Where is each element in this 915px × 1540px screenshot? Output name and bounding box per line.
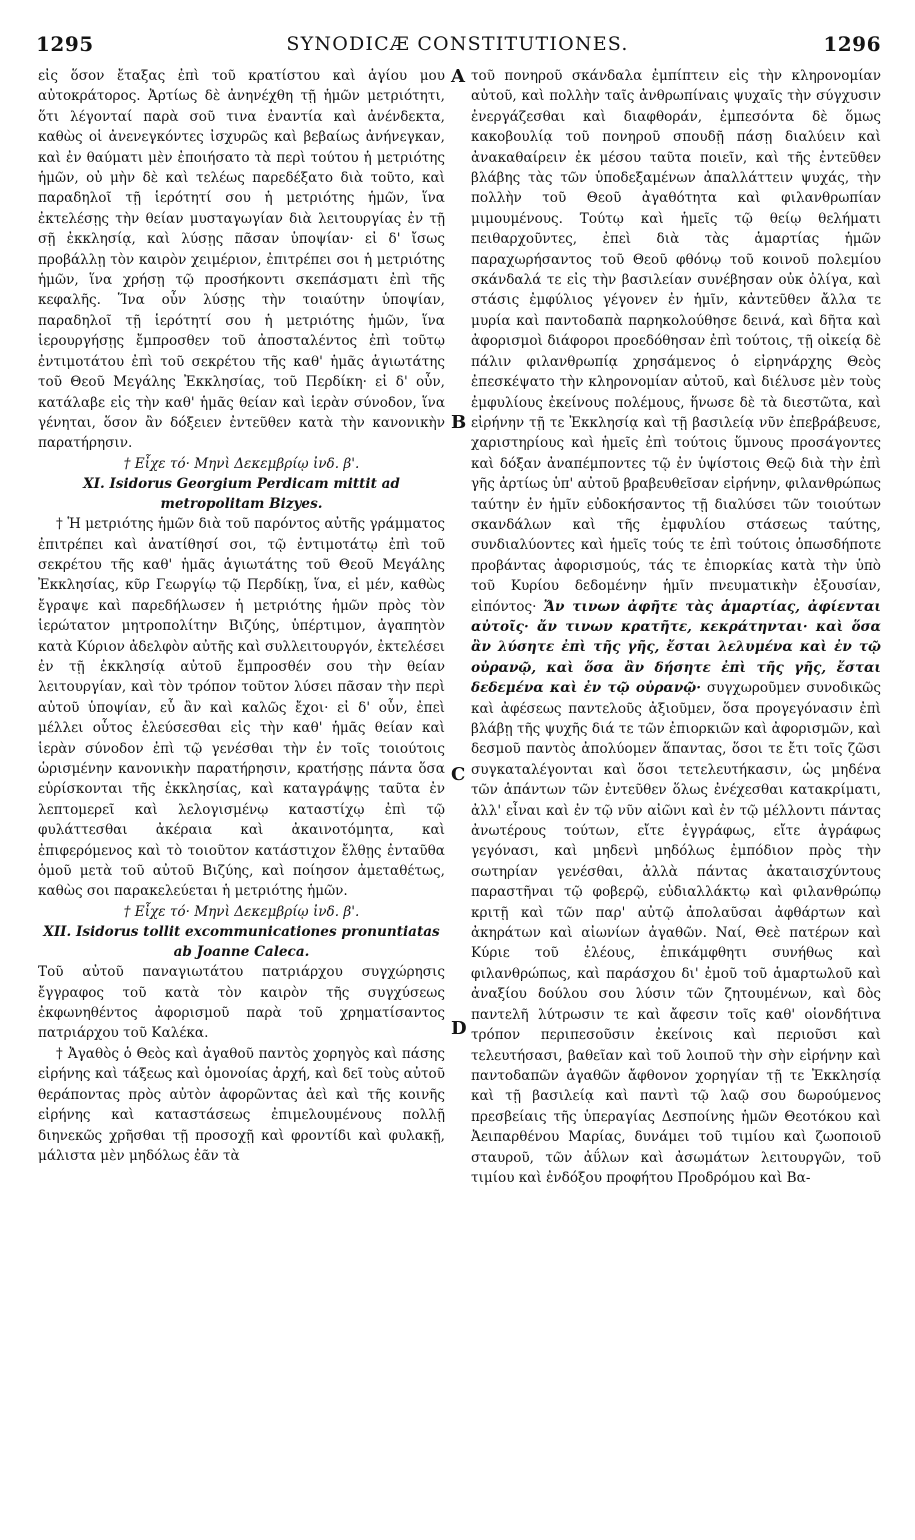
section-12-title: XII. Isidorus tollit excommunicationes pronuntiatas ab Joanne Caleca. bbox=[43, 924, 440, 961]
right-text-1-body: τοῦ πονηροῦ σκάνδαλα ἐμπίπτειν εἰς τὴν κληρονομίαν αὐτοῦ, καὶ πολλὴν ταῖς ἀνθρωπίναις ψυχαῖς τὴν σύγχυσιν ἐνεργάζεσθαι καὶ διαφθοράν, ἐμπεσόντα δὲ ὅμως κακοβουλίᾳ τοῦ πονηροῦ σπουδῇ πάσῃ διαλύειν καὶ ἀνακαθαίρειν ἐκ μέσου ταῦτα ποιεῖν, καὶ τῆς ἐντεῦθεν βλάβης τὰς τῶν ὑποδεξαμένων ἀπαλλάττειν ψυχάς, τὴν πολλὴν τοῦ Θεοῦ ἀγαθότητα καὶ φιλανθρωπίαν μιμουμένους. Τούτῳ καὶ ἡμεῖς τῷ θείῳ θελήματι πειθαρχοῦντες, ἐπεὶ διὰ τὰς ἁμαρτίας ἡμῶν παραχωρήσαντος τοῦ Θεοῦ φθόνῳ τοῦ κοινοῦ πολεμίου σκάνδαλά τε εἰς τὴν βασιλείαν συνέβησαν οὐκ ὀλίγα, καὶ στάσις ἐμφύλιος γέγονεν ἐν ἡμῖν, κἀντεῦθεν ἄλλα τε μυρία καὶ παντοδαπὰ παρηκολούθησε δεινά, καὶ δῆτα καὶ ἀφορισμοὶ διάφοροι προεδόθησαν ἐπὶ τούτοις, τῇ οἰκείᾳ δὲ πάλιν φιλανθρωπίᾳ χρησάμενος ὁ εἰρηνάρχης Θεὸς ἐπεσκέψατο τὴν κληρονομίαν αὐτοῦ, καὶ διέλυσε μὲν τοὺς ἐμφυλίους ἐκείνους πολέμους, ἥνωσε δὲ τὰ διεστῶτα, καὶ εἰρήνην τῇ τε Ἐκκλησίᾳ καὶ τῇ βασιλείᾳ νῦν ἐπεβράβευσε, χαριστηρίους καὶ ἡμεῖς ἐπὶ τούτοις ὕμνους προσάγοντες καὶ δόξαν ἀναπέμποντες τῷ ἐν ὑψίστοις Θεῷ διὰ τὴν ἐπὶ γῆς ἀρτίως ὑπ' αὐτοῦ βραβευθεῖσαν εἰρήνην, φιλανθρώπως ταύτην ἐν ἡμῖν εὐδοκήσαντος τῇ διαλύσει τῶν τοιούτων σκανδάλων καὶ τῆς ἐμφυλίου στάσεως ταύτης, συνδιαλύοντες καὶ ἡμεῖς τούς τε ἐπὶ τούτοις ὁπωσδήποτε προβάντας ἀφορισμούς, τάς τε ἐπιορκίας κατὰ τὴν ὑπὸ τοῦ Κυρίου δεδομένην ἡμῖν πνευματικὴν ἐξουσίαν, εἰπόντος· bbox=[471, 68, 881, 615]
right-column bbox=[471, 66, 881, 1188]
page-number-right: 1296 bbox=[823, 32, 881, 56]
margin-letter-d: D bbox=[451, 1018, 467, 1039]
margin-letter-b: B bbox=[451, 412, 467, 433]
section-11-title: XI. Isidorus Georgium Perdicam mittit ad metropolitam Bizyes. bbox=[83, 476, 400, 513]
opening-text: εἰς ὅσον ἔταξας ἐπὶ τοῦ κρατίστου καὶ ἁγίου μου αὐτοκράτορος. Ἀρτίως δὲ ἀνηνέχθη τῇ ἡμῶν μετριότητι, ὅτι λέγονταί παρὰ σοῦ τινα ἐναντία καὶ ἀνένδεκτα, καθὼς οἱ ἀνενεγκόντες ἰσχυρῶς καὶ βεβαίως ἀνήνεγκαν, καὶ ἐν θαύματι μὲν ἐποιήσατο τὰ περὶ τούτου ἡ μετριότης ἡμῶν, οὐ μὴν δὲ καὶ τελέως παρεδέξατο διὰ τοῦτο, καὶ παραδηλοῖ τῇ ἱερότητί σου ἡ μετριότης ἡμῶν, ἵνα ἐκτελέσῃς τὴν θείαν μυσταγωγίαν διὰ λειτουργίας ἐν τῇ σῇ ἐκκλησίᾳ, καὶ λύσῃς πᾶσαν ὑποψίαν· εἰ δ' ἴσως προβάλλῃ τὸν καιρὸν χειμέριον, ἐπιτρέπει σοι ἡ μετριότης ἡμῶν, ἵνα χρήσῃ τῷ προσήκοντι σκεπάσματι ἐπὶ τῆς κεφαλῆς. Ἵνα οὖν λύσῃς τὴν τοιαύτην ὑποψίαν, παραδηλοῖ τῇ ἱερότητί σου ἡ μετριότης ἡμῶν, ἵνα ἱερουργήσῃς ἔμπροσθεν τοῦ ἀποσταλέντος ἐπὶ τοῦτῳ ἐντιμοτάτου ἐπὶ τοῦ σεκρέτου τῆς καθ' ἡμᾶς ἁγιωτάτης τοῦ Θεοῦ Μεγάλης Ἐκκλησίας, τοῦ Περδίκη· εἰ δ' οὖν, κατάλαβε εἰς τὴν καθ' ἡμᾶς θείαν καὶ ἱερὰν σύνοδον, ἵνα γένηται, ὅσον ἂν δόξειεν ἐντεῦθεν κατὰ τὴν κανονικὴν παρατήρησιν. bbox=[38, 68, 445, 452]
right-text-1 bbox=[471, 66, 881, 1188]
section-12-intro: Τοῦ αὐτοῦ παναγιωτάτου πατριάρχου συγχώρησις ἔγγραφος τοῦ κατὰ τὸν καιρὸν τῆς συγχύσεως ἐκφωνηθέντος ἀφορισμοῦ παρὰ τοῦ χρηματίσαντος πατριάρχου τοῦ Καλέκα. bbox=[38, 964, 445, 1042]
scripture-quote: Ἄν τινων ἀφῆτε τὰς ἁμαρτίας, ἀφίενται αὐτοῖς· ἄν τινων κρατῆτε, κεκράτηνται· καὶ ὅσα ἂν λύσητε ἐπὶ τῆς γῆς, ἔσται λελυμένα καὶ ἐν τῷ οὐρανῷ, καὶ ὅσα ἂν δήσητε ἐπὶ τῆς γῆς, ἔσται δεδεμένα καὶ ἐν τῷ οὐρανῷ· bbox=[471, 598, 881, 697]
section-11-text: † Ἡ μετριότης ἡμῶν διὰ τοῦ παρόντος αὐτῆς γράμματος ἐπιτρέπει καὶ ἀνατίθησί σοι, τῷ ἐντιμοτάτῳ ἐπὶ τοῦ σεκρέτου τῆς καθ' ἡμᾶς ἁγιωτάτης τοῦ Θεοῦ Μεγάλης Ἐκκλησίας, κῦρ Γεωργίῳ τῷ Περδίκῃ, ἵνα, εἰ μέν, καθὼς ἔγραψε καὶ παρεδήλωσεν ἡ μετριότης ἡμῶν πρὸς τὸν ἱερώτατον μητροπολίτην Βιζύης, ὑπέρτιμον, ἀγαπητὸν κατὰ Κύριον ἀδελφὸν αὐτῆς καὶ συλλειτουργόν, ἐκτελέσει ἐν τῇ ἐκκλησίᾳ αὐτοῦ ἔμπροσθέν σου τὴν θείαν λειτουργίαν, καὶ τὸν τρόπον τοῦτον λύσει πᾶσαν τὴν περὶ αὐτοῦ ὑποψίαν, εὖ ἂν καὶ καλῶς ἔχοι· εἰ δ' οὖν, ἐπεὶ μέλλει οὗτος ἐλεύσεσθαι εἰς τὴν καθ' ἡμᾶς θείαν καὶ ἱερὰν σύνοδον ἐπὶ τῷ γενέσθαι τὴν ἐν τοῖς τοιούτοις ὡρισμένην κανονικὴν παρατήρησιν, κρατήσῃς πάντα ὅσα εὑρίσκονται τῆς ἐκκλησίας, καὶ καταγράψῃς ταῦτα ἐν λεπτομερεῖ καὶ λελογισμένῳ καταστίχῳ ἐπὶ τῷ φυλάττεσθαι ἀκέραια καὶ ἀκαινοτόμητα, καὶ ἐπιφερόμενος καὶ τὸ τοιοῦτον κατάστιχον ἔλθῃς ἐνταῦθα ὁμοῦ μετὰ τοῦ αὐτοῦ Βιζύης, καὶ ποίησον ἀμεταθέτως, καθὼς σοι παρακελεύεται ἡ μετριότης ἡμῶν. bbox=[38, 516, 445, 900]
margin-letter-a: A bbox=[451, 66, 465, 87]
page-number-left: 1295 bbox=[36, 32, 94, 56]
date-line-1: † Εἶχε τό· Μηνὶ Δεκεμβρίῳ ἰνδ. β'. bbox=[123, 455, 360, 472]
running-title: SYNODICÆ CONSTITUTIONES. bbox=[286, 33, 629, 55]
page-header bbox=[30, 28, 885, 58]
right-text-2: συγχωροῦμεν συνοδικῶς καὶ ἀφέσεως παντελοῦς ἀξιοῦμεν, ὅσα προγεγόνασιν ἐπὶ βλάβῃ τῆς ψυχῆς διά τε τῶν ἐπιορκιῶν καὶ ἀφορισμῶν, καὶ δεσμοῦ παντὸς ἀπολύομεν ἅπαντας, ὅσοι τε ἔτι τοῖς ζῶσι συγκαταλέγονται καὶ ὅσοι τετελευτήκασιν, ὡς μηδένα τῶν ἁπάντων τῶν ἐντεῦθεν ὅλως ἐνέχεσθαι κατακρίματι, ἀλλ' εἶναι καὶ ἐν τῷ νῦν αἰῶνι καὶ ἐν τῷ μέλλοντι πάντας ἀνωτέρους τούτων, εἴτε ἐγγράφως, εἴτε ἀγράφως γεγόνασι, καὶ μηδενὶ μηδόλως ἐμπόδιον πρὸς τὴν σωτηρίαν γενέσθαι, ἀλλὰ πάντας ἀκαταισχύντους παραστῆναι τῷ φοβερῷ, εὐδιαλλάκτῳ καὶ φιλανθρώπῳ κριτῇ καὶ τῶν παρ' αὐτῷ ἀπολαῦσαι ἀφθάρτων καὶ ἀκηράτων καὶ αἰωνίων ἀγαθῶν. Ναί, Θεὲ πατέρων καὶ Κύριε τοῦ ἐλέους, ἐπικάμφθητι συνήθως καὶ φιλανθρώπως, καὶ παράσχου δι' ἐμοῦ τοῦ ἁμαρτωλοῦ καὶ ἀναξίου δούλου σου λύσιν τῶν ζητουμένων, καὶ δὸς παντελῆ λύτρωσιν τε καὶ ἄφεσιν τοῖς καθ' οἱονδήτινα τρόπον περιπεσοῦσιν ἐκείνοις καὶ περιοῦσι καὶ τελευτήσασι, βαθεῖαν καὶ τοῦ λοιποῦ τὴν σὴν εἰρήνην καὶ παντοδαπῶν ἀγαθῶν ἄφθονον χορηγίαν τῇ τε Ἐκκλησίᾳ καὶ τῇ βασιλείᾳ καὶ παντὶ τῷ λαῷ σου δωρούμενος πρεσβείαις τῆς ὑπεραγίας Δεσποίνης ἡμῶν Θεοτόκου καὶ Ἀειπαρθένου Μαρίας, δυνάμει τοῦ τιμίου καὶ ζωοποιοῦ σταυροῦ, τῶν ἀΰλων καὶ ἀσωμάτων λειτουργῶν, τοῦ τιμίου καὶ ἐνδόξου προφήτου Προδρόμου καὶ Βα- bbox=[471, 680, 882, 1186]
date-line-2: † Εἶχε τό· Μηνὶ Δεκεμβρίῳ ἰνδ. β'. bbox=[123, 903, 360, 920]
margin-letter-c: C bbox=[451, 764, 466, 785]
left-column bbox=[38, 66, 445, 1166]
section-12-text: † Ἀγαθὸς ὁ Θεὸς καὶ ἀγαθοῦ παντὸς χορηγὸς καὶ πάσης εἰρήνης καὶ τάξεως καὶ ὁμονοίας ἀρχή, καὶ δεῖ τοὺς αὐτοῦ θεράποντας πρὸς αὐτὸν ἀφορῶντας ἀεὶ καὶ τῆς κοινῆς εἰρήνης καὶ καταστάσεως ἐπιμελουμένους πολλῇ διηνεκῶς χρῆσθαι τῇ προσοχῇ καὶ φροντίδι καὶ φυλακῇ, μάλιστα μὲν μηδόλως ἐᾶν τὰ bbox=[38, 1045, 445, 1164]
